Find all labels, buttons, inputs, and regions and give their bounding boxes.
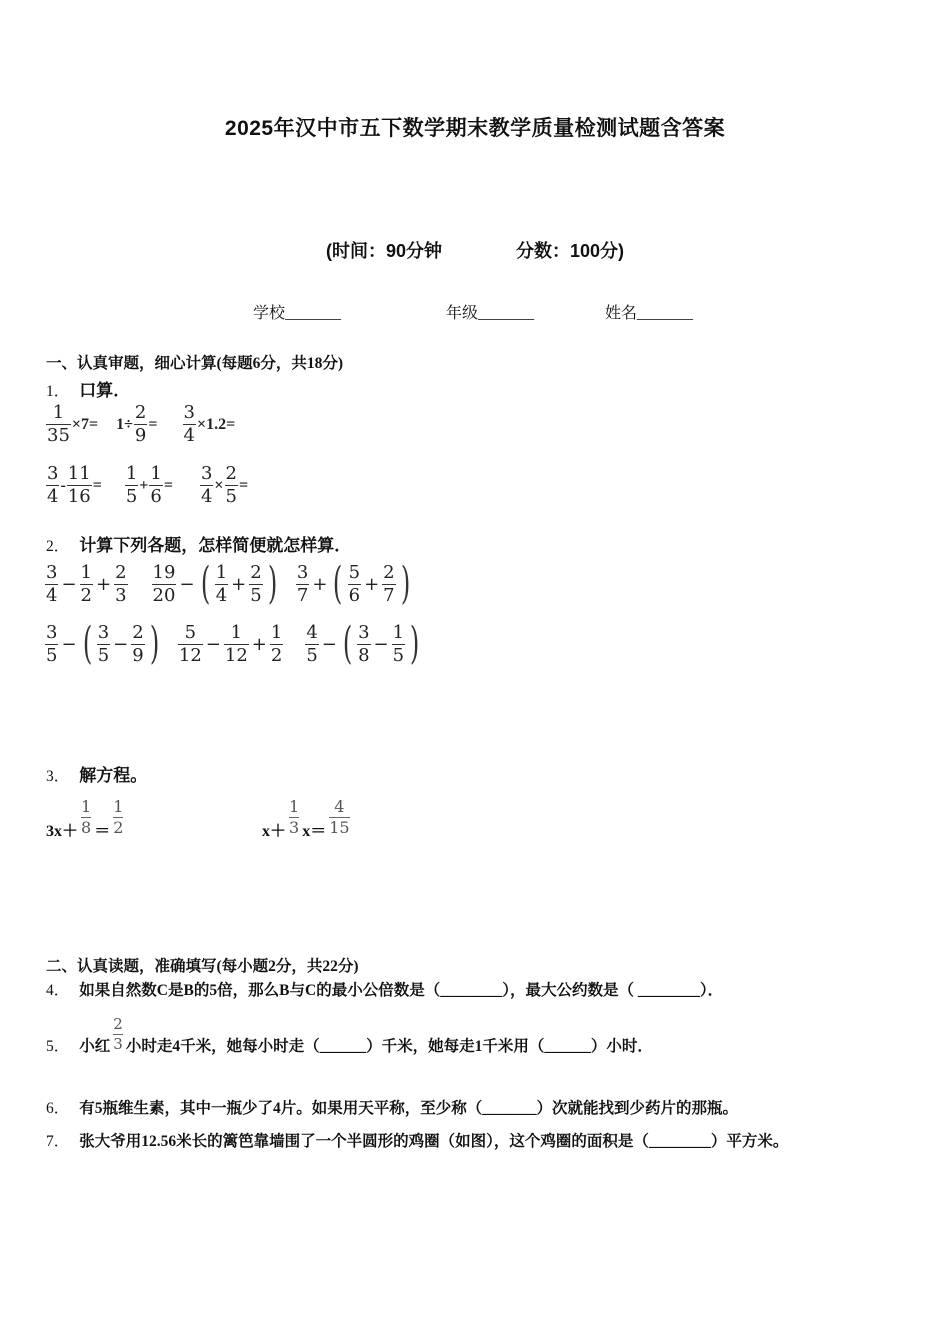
question-6: 6． 有5瓶维生素，其中一瓶少了4片。如果用天平称，至少称（_______）次就能找到少药片的那瓶。 <box>46 1100 739 1117</box>
page-title: 2025年汉中市五下数学期末教学质量检测试题含答案 <box>224 117 726 140</box>
calc-row-2: $\frac{3}{5}$ − ( $\frac{3}{5}$ − $\frac{2}{9}$ ) $\frac{5}{12}$ − $\frac{1}{12}$ + $\frac{1}{2}$ $\frac{4}{5}$ − ( $\frac{3}{8}$ − $\frac{1}{5}$ ) <box>46 618 420 669</box>
section1-heading: 一、认真审题，细心计算(每题6分，共18分) <box>46 355 344 372</box>
calc-row-1: $\frac{3}{4}$ − $\frac{1}{2}$ + $\frac{2}{3}$ $\frac{19}{20}$ − ( $\frac{1}{4}$ + $\frac{2}{5}$ ) $\frac{3}{7}$ + ( $\frac{5}{6}$ + $\frac{2}{7}$ ) <box>46 558 410 609</box>
fraction: $\frac{2}{5}$ <box>225 463 237 507</box>
q2-number: 2． <box>46 538 70 555</box>
q1-number: 1． <box>46 383 70 400</box>
fraction: $\frac{2}{9}$ <box>134 402 147 446</box>
question-1 <box>46 376 130 401</box>
q2-text: 计算下列各题，怎样简便就怎样算． <box>79 536 352 555</box>
score-label: 分数：100分) <box>515 241 625 261</box>
oral-row-2: $\frac{3}{4}$ - $\frac{11}{16}$ = $\frac{1}{5}$ + $\frac{1}{6}$ = $\frac{3}{4}$ × $\frac{2}{5}$ = <box>47 463 249 507</box>
fraction: $\frac{3}{4}$ <box>200 463 213 507</box>
oral-row-1: $\frac{1}{35}$ ×7= 1÷ $\frac{2}{9}$ = $\frac{3}{4}$ ×1.2= <box>47 402 236 446</box>
question-3 <box>46 761 147 786</box>
q1-text: 口算． <box>79 381 131 400</box>
q3-text: 解方程。 <box>79 766 148 785</box>
grade-field[interactable]: 年级_______ <box>446 305 535 322</box>
fraction: $\frac{1}{5}$ <box>125 463 138 507</box>
equation-2: x＋ 1 3 x＝ 4 15 <box>262 797 350 840</box>
question-4: 4． 如果自然数C是B的5倍，那么B与C的最小公倍数是（________），最大公约数是（ ________）． <box>46 982 724 999</box>
exam-meta <box>0 237 950 263</box>
fraction: $\frac{11}{16}$ <box>67 463 91 507</box>
name-field[interactable]: 姓名_______ <box>605 305 694 322</box>
section2-heading: 二、认真读题，准确填写(每小题2分，共22分) <box>46 958 359 975</box>
time-label: (时间：90分钟 <box>325 241 442 261</box>
q3-number: 3． <box>46 768 70 785</box>
equation-1: 3x＋ 1 8 ＝ 1 2 <box>46 797 124 840</box>
fraction: $\frac{1}{35}$ <box>47 402 70 446</box>
question-7: 7． 张大爷用12.56米长的篱笆靠墙围了一个半圆形的鸡圈（如图），这个鸡圈的面积是（________）平方米。 <box>46 1133 789 1150</box>
fraction: $\frac{3}{4}$ <box>47 463 59 507</box>
fraction: $\frac{1}{6}$ <box>150 463 162 507</box>
question-2 <box>46 531 351 556</box>
school-field[interactable]: 学校_______ <box>253 305 342 322</box>
fraction: $\frac{3}{4}$ <box>183 402 195 446</box>
question-5: 5． 小红 2 3 小时走4千米，她每小时走（______）千米，她每走1千米用（______）小时． <box>46 1014 653 1055</box>
